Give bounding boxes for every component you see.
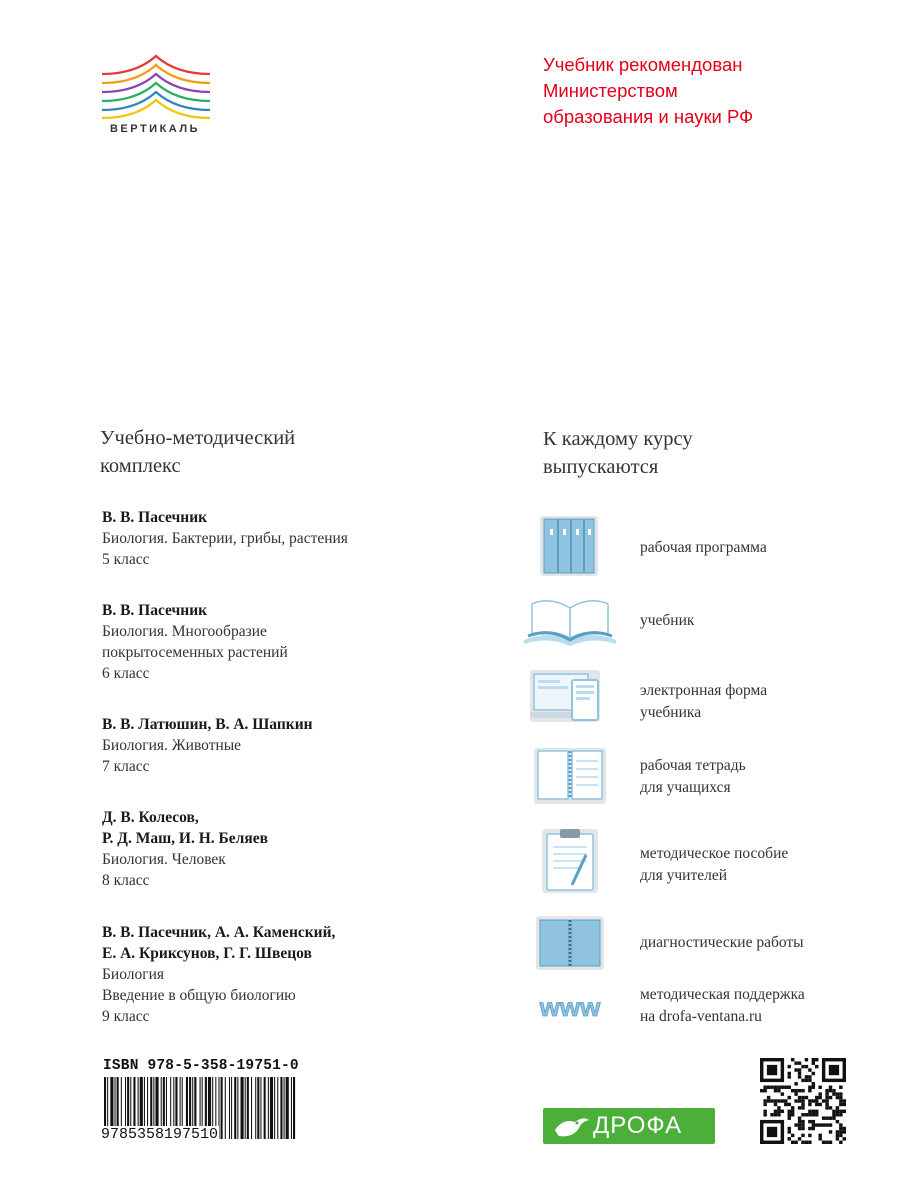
book-line: Биология. Многообразие — [102, 623, 267, 640]
book-authors: В. В. Пасечник, А. А. Каменский, — [102, 924, 336, 941]
resource-label-line: методическая поддержка — [640, 986, 805, 1003]
book-line: Биология — [102, 966, 165, 983]
resource-label — [640, 680, 767, 724]
vertikal-logo — [96, 52, 216, 142]
resource-label — [640, 610, 694, 632]
book-entry-9 — [102, 922, 432, 1027]
www-icon — [520, 980, 620, 1044]
resource-label — [640, 537, 767, 559]
resource-workbook — [520, 745, 880, 809]
resource-label — [640, 755, 746, 799]
heading-line: комплекс — [100, 455, 181, 477]
book-line: Биология. Бактерии, грибы, растения — [102, 530, 348, 547]
book-line: покрытосеменных растений — [102, 644, 288, 661]
resource-label — [640, 843, 788, 887]
book-grade: 9 класс — [102, 1008, 150, 1025]
resource-label — [640, 984, 805, 1028]
book-line: Введение в общую биологию — [102, 987, 296, 1004]
book-entry-7 — [102, 714, 432, 777]
resource-diagnostic — [520, 912, 880, 976]
recommendation-line: Министерством — [543, 80, 678, 101]
recommendation-line: Учебник рекомендован — [543, 54, 743, 75]
ean-number — [100, 1126, 300, 1143]
resource-label-line: для учителей — [640, 867, 728, 884]
book-grade: 5 класс — [102, 551, 150, 568]
book-authors: Р. Д. Маш, И. Н. Беляев — [102, 830, 268, 847]
open-book-icon — [520, 590, 620, 654]
devices-icon — [520, 666, 620, 730]
recommendation-line: образования и науки РФ — [543, 106, 754, 127]
heading-line: Учебно-методический — [100, 427, 296, 449]
book-line: Биология. Человек — [102, 851, 226, 868]
heading-line: выпускаются — [543, 456, 659, 478]
book-line: Биология. Животные — [102, 737, 242, 754]
resource-web-support — [520, 980, 880, 1044]
logo-text: ВЕРТИКАЛЬ — [109, 123, 200, 135]
book-grade: 6 класс — [102, 665, 150, 682]
qr-code-icon — [760, 1058, 846, 1144]
resource-label-line: учебника — [640, 704, 702, 721]
book-authors: В. В. Пасечник — [102, 602, 208, 619]
resource-label-line: учебник — [640, 612, 695, 629]
book-authors: Д. В. Колесов, — [102, 809, 199, 826]
book-entry-5 — [102, 507, 432, 570]
heading-line: К каждому курсу — [543, 428, 693, 450]
notebook-icon — [520, 912, 620, 976]
complex-heading — [100, 424, 420, 480]
book-grade: 7 класс — [102, 758, 150, 775]
book-grade: 8 класс — [102, 872, 150, 889]
workbook-icon — [520, 745, 620, 809]
resource-electronic — [520, 666, 880, 730]
resource-textbook — [520, 590, 880, 654]
clipboard-icon — [520, 825, 620, 895]
book-entry-6 — [102, 600, 432, 684]
resource-label-line: электронная форма — [640, 682, 768, 699]
resource-label — [640, 932, 804, 954]
ministry-recommendation — [543, 52, 873, 130]
ean-digits: 9785358197510 — [101, 1126, 219, 1143]
book-authors: В. В. Латюшин, В. А. Шапкин — [102, 716, 313, 733]
resource-teacher-guide — [520, 825, 880, 889]
book-authors: В. В. Пасечник — [102, 509, 208, 526]
resource-label-line: на drofa-ventana.ru — [640, 1008, 762, 1025]
courses-heading — [543, 425, 863, 481]
resource-label-line: рабочая программа — [640, 539, 767, 556]
binders-icon — [520, 515, 620, 579]
resource-label-line: методическое пособие — [640, 845, 789, 862]
drofa-logo — [543, 1108, 715, 1144]
vertikal-arches-icon — [96, 52, 216, 122]
www-icon-text: www — [539, 992, 601, 1022]
resource-label-line: рабочая тетрадь — [640, 757, 746, 774]
book-authors: Е. А. Криксунов, Г. Г. Швецов — [102, 945, 312, 962]
resource-work-program — [520, 515, 880, 579]
resource-label-line: для учащихся — [640, 779, 731, 796]
resource-label-line: диагностические работы — [640, 934, 804, 951]
book-entry-8 — [102, 807, 432, 891]
bird-icon — [547, 1108, 593, 1144]
isbn-text: ISBN 978-5-358-19751-0 — [103, 1058, 299, 1074]
publisher-name: ДРОФА — [593, 1112, 683, 1139]
